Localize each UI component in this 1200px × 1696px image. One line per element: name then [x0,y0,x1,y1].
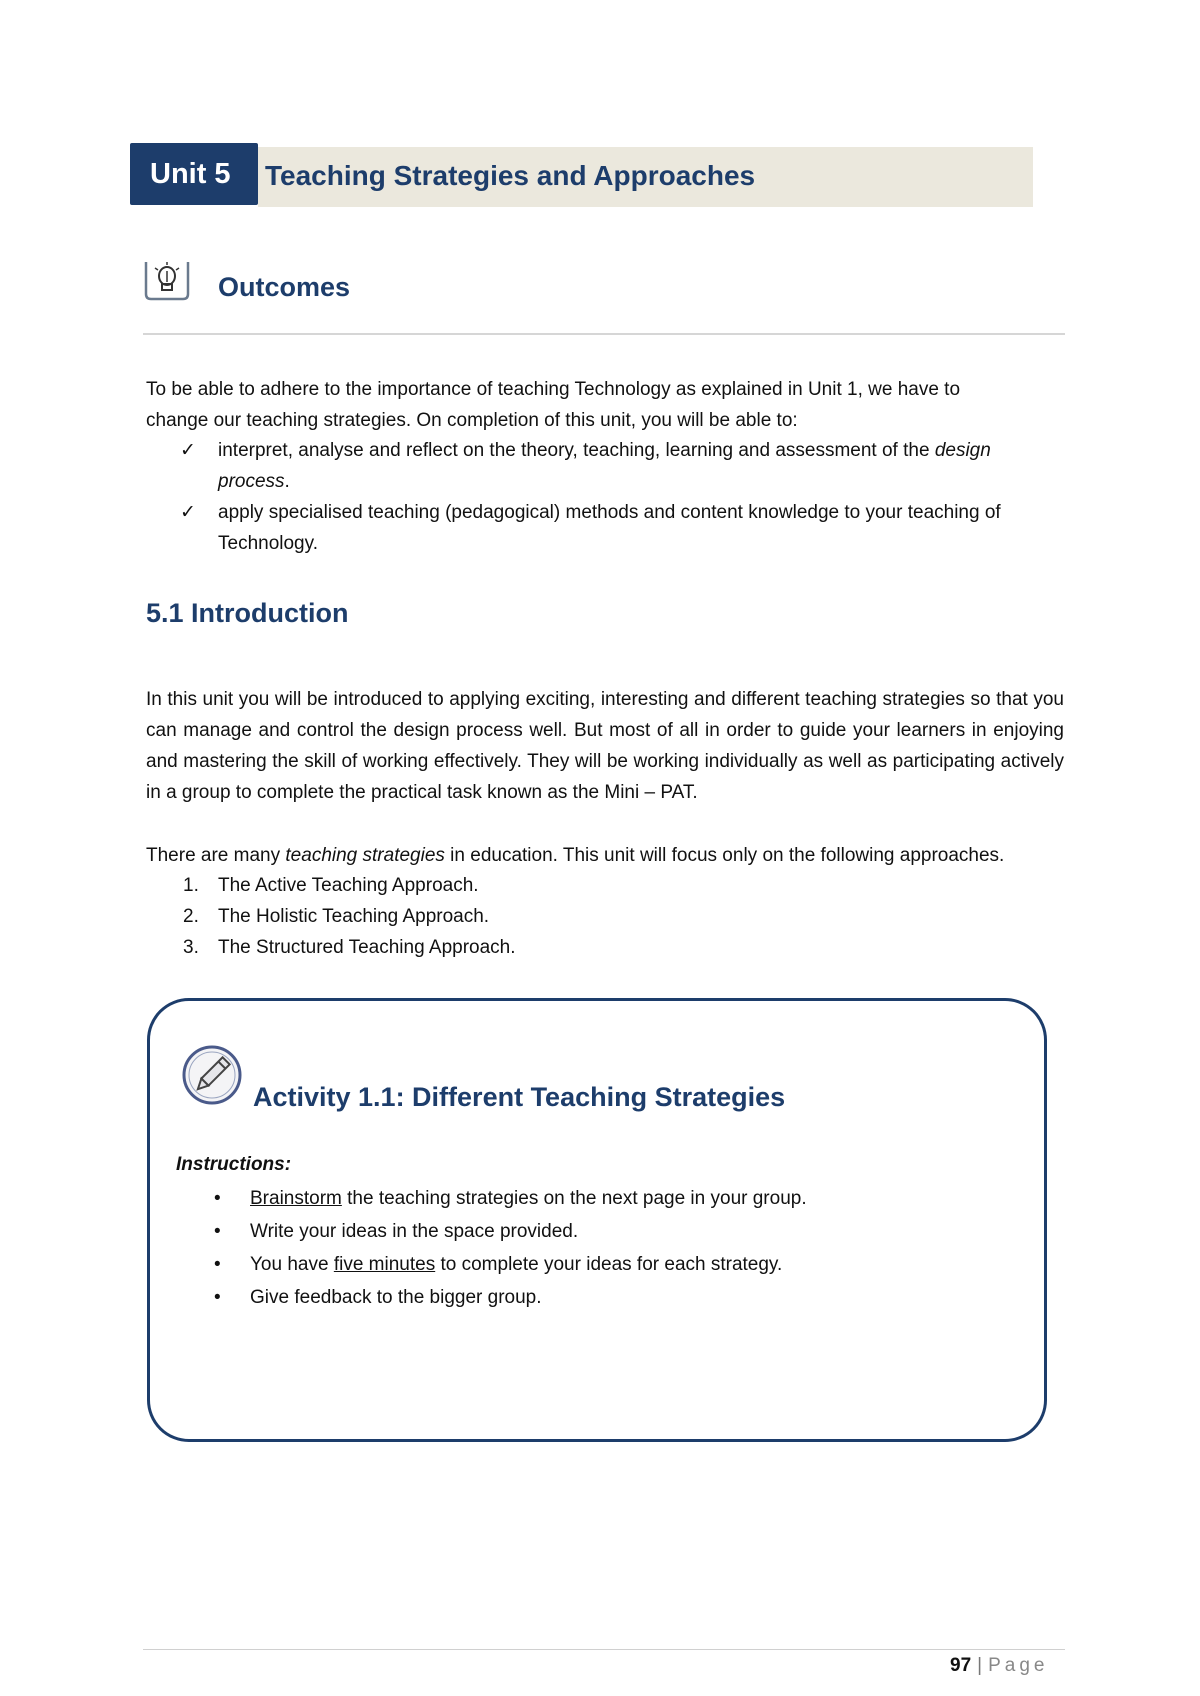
introduction-paragraph [146,684,1064,808]
strategies-pre: There are many [146,845,286,866]
strategies-post: in education. This unit will focus only on the following approaches. [444,845,1005,866]
outcomes-intro-line1: To be able to adhere to the importance of teaching Technology as explained in Unit 1, we have to [146,379,961,400]
bullet-icon: • [214,1221,221,1242]
outcomes-intro [146,374,1064,436]
bullet-text: Give feedback to the bigger group. [250,1287,542,1308]
bullet-text: the teaching strategies on the next page in your group. [341,1188,807,1209]
footer-divider [143,1649,1065,1650]
list-text: The Structured Teaching Approach. [218,937,516,958]
list-text: The Holistic Teaching Approach. [218,906,490,927]
list-item [180,932,516,963]
checkmark-icon: ✓ [180,440,196,461]
bullet-text: You have [250,1254,334,1275]
strategies-italic: teaching strategies [285,845,445,866]
list-number: 1. [183,875,199,896]
underlined-text: Brainstorm [250,1188,342,1209]
outcome-item [180,497,1065,559]
outcome-text: apply specialised teaching (pedagogical) methods and content knowledge to your teaching of Technology. [218,502,1001,554]
unit-title: Teaching Strategies and Approaches [265,160,756,191]
list-number: 2. [183,906,199,927]
list-item [212,1215,807,1248]
list-item [212,1281,807,1314]
approaches-list [180,870,516,963]
bullet-text: to complete your ideas for each strategy. [435,1254,783,1275]
outcomes-list [180,435,1065,559]
underlined-text: five minutes [333,1254,436,1275]
section-heading: 5.1 Introduction [146,598,349,628]
instructions-label: Instructions: [176,1154,292,1175]
list-item [212,1182,807,1215]
strategies-sentence [146,840,1064,871]
bullet-text: Write your ideas in the space provided. [250,1221,579,1242]
unit-label: Unit 5 [130,143,258,205]
checkmark-icon: ✓ [180,502,196,523]
page-footer [950,1655,1048,1677]
lightbulb-icon [143,260,191,302]
page-number: 97 [950,1655,972,1676]
activity-title: Activity 1.1: Different Teaching Strategies [253,1082,786,1112]
pencil-icon [180,1043,244,1107]
outcome-end: . [284,471,290,492]
outcome-italic: design process [218,440,991,492]
bullet-icon: • [214,1188,221,1209]
outcomes-intro-line2: change our teaching strategies. On completion of this unit, you will be able to: [146,410,798,431]
list-number: 3. [183,937,199,958]
list-text: The Active Teaching Approach. [218,875,479,896]
list-item [180,870,516,901]
page-label: Page [988,1655,1049,1676]
bullet-icon: • [214,1254,221,1275]
outcome-text: interpret, analyse and reflect on the theory, teaching, learning and assessment of the [218,440,935,461]
bullet-icon: • [214,1287,221,1308]
outcome-item [180,435,1065,497]
list-item [180,901,516,932]
introduction-text: In this unit you will be introduced to applying exciting, interesting and different teaching strategies so that you can manage and control the design process well. But most of all in order to guide your learners in enjoying and mastering the skill of working effectively. They will be working individually as well as participating actively in a group to complete the practical task known as the Mini – PAT. [146,689,1064,803]
outcomes-divider [143,333,1065,335]
page-separator: | [977,1655,983,1676]
instructions-list [212,1182,807,1314]
outcomes-heading: Outcomes [218,272,351,302]
list-item [212,1248,807,1281]
